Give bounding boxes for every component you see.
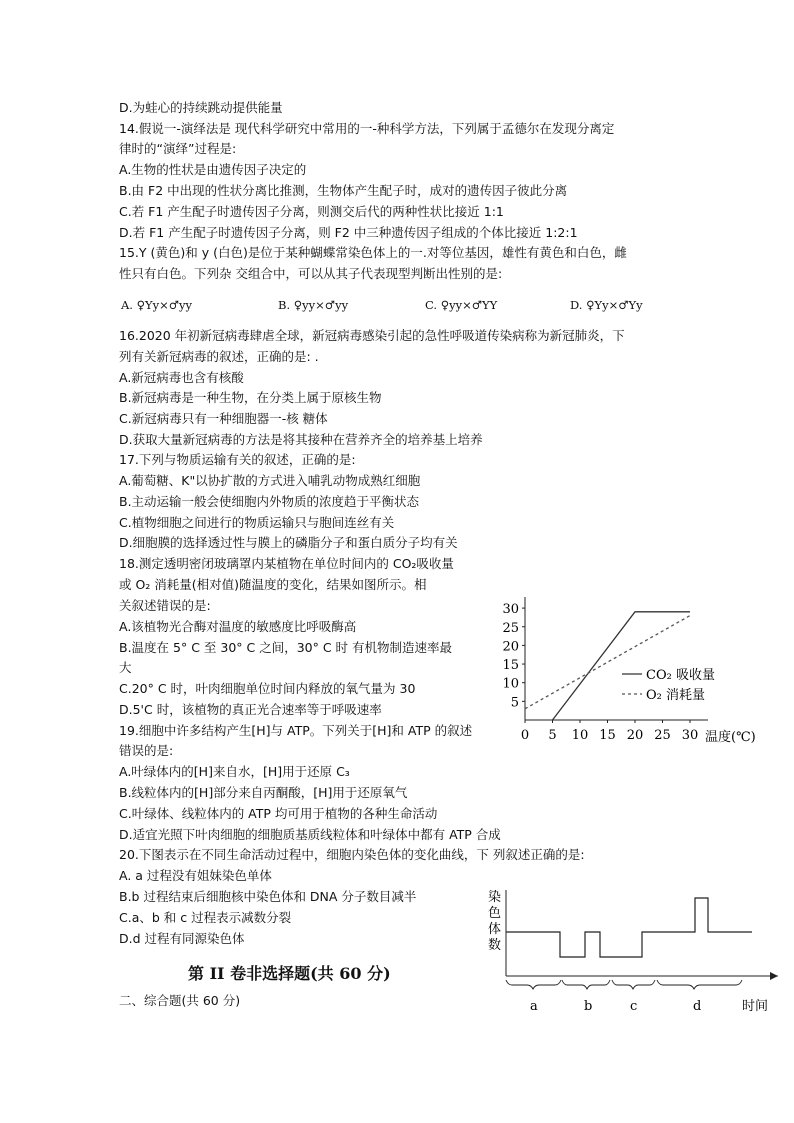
text-line: B.线粒体内的[H]部分来自丙酮酸，[H]用于还原氧气 — [119, 785, 408, 800]
text-line: 17.下列与物质运输有关的叙述，正确的是: — [119, 452, 356, 467]
text-line: 性只有白色。下列杂 交组合中，可以从其子代表现型判断出性别的是: — [119, 266, 503, 281]
y-axis-label-char: 数 — [488, 938, 502, 953]
y-axis-label-char: 色 — [488, 906, 502, 921]
text-line: B.b 过程结束后细胞核中染色体和 DNA 分子数目减半 — [119, 889, 417, 904]
x-axis-label: 温度(℃) — [705, 730, 756, 745]
temperature-chart — [500, 590, 785, 750]
text-line: A.该植物光合酶对温度的敏感度比呼吸酶高 — [119, 619, 357, 634]
text-line: 律时的“演绎”过程是: — [119, 141, 237, 156]
text-line: D.获取大量新冠病毒的方法是将其接种在营养齐全的培养基上培养 — [119, 432, 483, 447]
text-line: C.新冠病毒只有一种细胞器一-核 糖体 — [119, 411, 328, 426]
text-line: 16.2020 年初新冠病毒肆虐全球，新冠病毒感染引起的急性呼吸道传染病称为新冠肺炎，下 — [119, 328, 625, 343]
x-axis-label: 时间 — [742, 999, 769, 1014]
segment-brace-d — [657, 980, 742, 989]
y-tick-label: 25 — [502, 620, 519, 636]
text-line: A.生物的性状是由遗传因子决定的 — [119, 162, 307, 177]
x-axis-arrow — [770, 972, 778, 980]
text-line: 关叙述错误的是: — [119, 598, 211, 613]
x-tick-label: 30 — [681, 728, 699, 743]
text-line: B.温度在 5° C 至 30° C 之间，30° C 时 有机物制造速率最 — [119, 640, 453, 655]
y-tick-label: 20 — [502, 639, 519, 655]
x-tick-label: 0 — [520, 728, 530, 743]
x-tick-label: 10 — [571, 728, 589, 743]
y-tick-label: 15 — [502, 658, 519, 674]
text-line: C.植物细胞之间进行的物质运输只与胞间连丝有关 — [119, 515, 395, 530]
chromosome-number-chart — [480, 880, 780, 1025]
text-line: 列有关新冠病毒的叙述，正确的是: . — [119, 349, 319, 364]
q15-option-c: C. ♀yy×♂YY — [425, 298, 498, 312]
text-line: 20.下图表示在不同生命活动过程中，细胞内染色体的变化曲线，下 列叙述正确的是: — [119, 847, 585, 862]
text-line: A.葡萄糖、K"以协扩散的方式进入哺乳动物成熟红细胞 — [119, 473, 421, 488]
text-line: D.5'C 时，该植物的真正光合速率等于呼吸速率 — [119, 702, 382, 717]
section-title: 第 II 卷非选择题(共 60 分) — [188, 964, 391, 983]
y-axis-label-char: 染 — [488, 890, 502, 905]
text-line: 或 O₂ 消耗量(相对值)随温度的变化，结果如图所示。相 — [119, 577, 427, 592]
text-line: 18.测定透明密闭玻璃罩内某植物在单位时间内的 CO₂吸收量 — [119, 556, 454, 571]
q15-option-b: B. ♀yy×♂yy — [278, 298, 349, 312]
text-line: C.若 F1 产生配子时遗传因子分离，则测交后代的两种性状比接近 1:1 — [119, 204, 504, 219]
text-line: 15.Y (黄色)和 y (白色)是位于某种蝴蝶常染色体上的一.对等位基因，雄性有黄色和白色，雌 — [119, 245, 627, 260]
text-line: 14.假说一-演绎法是 现代科学研究中常用的一-种科学方法，下列属于孟德尔在发现分离定 — [119, 121, 615, 136]
text-line: D.若 F1 产生配子时遗传因子分离，则 F2 中三种遗传因子组成的个体比接近 1:2:1 — [119, 225, 578, 240]
text-line: D.为蛙心的持续跳动提供能量 — [119, 100, 283, 115]
x-tick-label: 20 — [626, 728, 644, 743]
segment-label-a: a — [530, 999, 538, 1014]
text-line: B.由 F2 中出现的性状分离比推测，生物体产生配子时，成对的遗传因子彼此分离 — [119, 183, 568, 198]
segment-brace-a — [506, 980, 561, 989]
q15-option-a: A. ♀Yy×♂yy — [121, 298, 193, 312]
text-line: A. a 过程没有姐妹染色单体 — [119, 868, 272, 883]
text-line: B.新冠病毒是一种生物，在分类上属于原核生物 — [119, 390, 382, 405]
chromosome-curve — [506, 898, 752, 957]
legend-co2-label: CO₂ 吸收量 — [646, 668, 715, 683]
text-line: 错误的是: — [119, 743, 174, 758]
segment-label-d: d — [693, 999, 702, 1014]
text-line: D.细胞膜的选择透过性与膜上的磷脂分子和蛋白质分子均有关 — [119, 535, 458, 550]
segment-brace-b — [562, 980, 610, 989]
y-tick-label: 30 — [502, 602, 519, 618]
section-subtitle: 二、综合题(共 60 分) — [119, 993, 241, 1008]
co2-series-line — [553, 612, 691, 720]
text-line: A.新冠病毒也含有核酸 — [119, 370, 244, 385]
text-line: 19.细胞中许多结构产生[H]与 ATP。下列关于[H]和 ATP 的叙述 — [119, 723, 473, 738]
q15-option-d: D. ♀Yy×♂Yy — [570, 298, 643, 312]
y-axis-label-char: 体 — [488, 922, 502, 937]
text-line: B.主动运输一般会使细胞内外物质的浓度趋于平衡状态 — [119, 494, 420, 509]
text-line: D.适宜光照下叶肉细胞的细胞质基质线粒体和叶绿体中都有 ATP 合成 — [119, 827, 501, 842]
legend-o2-label: O₂ 消耗量 — [646, 688, 706, 703]
text-line: D.d 过程有同源染色体 — [119, 931, 245, 946]
y-tick-label: 10 — [502, 676, 519, 692]
text-line: C.叶绿体、线粒体内的 ATP 均可用于植物的各种生命活动 — [119, 806, 438, 821]
segment-brace-c — [612, 980, 655, 989]
segment-label-c: c — [630, 999, 638, 1014]
x-tick-label: 5 — [548, 728, 557, 743]
x-tick-label: 25 — [654, 728, 671, 743]
segment-label-b: b — [584, 999, 593, 1014]
text-line: C.20° C 时，叶肉细胞单位时间内释放的氧气量为 30 — [119, 681, 416, 696]
y-tick-label: 5 — [510, 695, 519, 711]
text-line: A.叶绿体内的[H]来自水，[H]用于还原 C₃ — [119, 764, 350, 779]
text-line: 大 — [119, 660, 132, 675]
text-line: C.a、b 和 c 过程表示减数分裂 — [119, 910, 292, 925]
x-tick-label: 15 — [599, 728, 616, 743]
